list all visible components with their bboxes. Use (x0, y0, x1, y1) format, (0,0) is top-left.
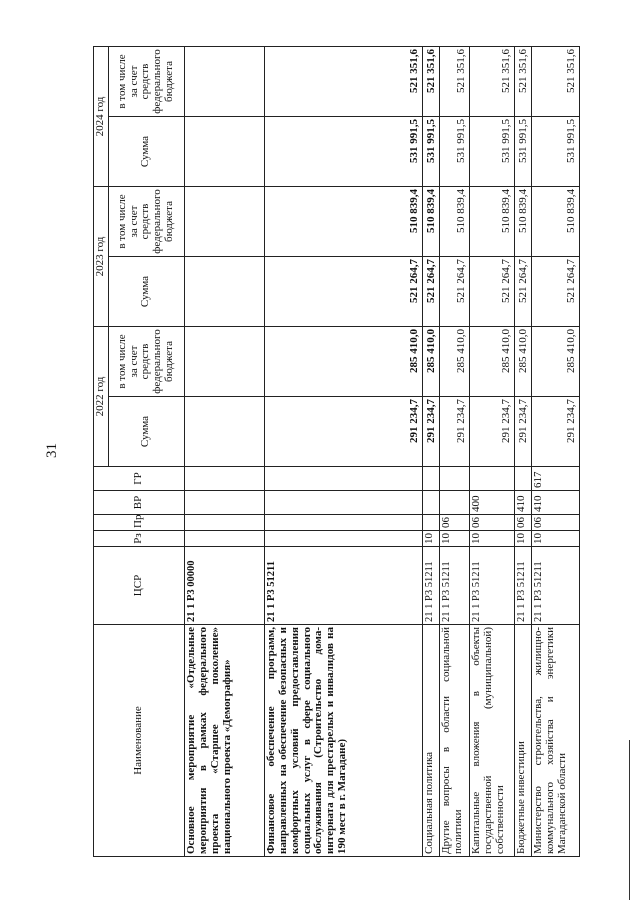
row-rz: 10 (514, 531, 531, 547)
row-pr (264, 515, 422, 531)
header-csr: ЦСР (94, 547, 185, 625)
row-sum-2023 (184, 257, 264, 327)
row-sum-2023: 521 264,7 (439, 257, 469, 327)
row-gr (422, 467, 439, 491)
table-row (469, 47, 514, 857)
row-sum-2024: 531 991,5 (531, 117, 579, 187)
row-fed-2022: 285 410,0 (439, 327, 469, 397)
row-rz: 10 (469, 531, 514, 547)
row-pr: 06 (514, 515, 531, 531)
row-fed-2023: 510 839,4 (264, 187, 422, 257)
row-vr (184, 491, 264, 515)
row-fed-2024: 521 351,6 (469, 47, 514, 117)
row-csr: 21 1 P3 51211 (264, 547, 422, 625)
row-name: Другие вопросы в области социальной политики (439, 625, 469, 857)
table-row (264, 47, 422, 857)
row-fed-2024: 521 351,6 (514, 47, 531, 117)
row-pr (184, 515, 264, 531)
row-csr: 21 1 P3 00000 (184, 547, 264, 625)
row-gr (264, 467, 422, 491)
row-gr (439, 467, 469, 491)
row-name: Социальная политика (422, 625, 439, 857)
page-edge-line (629, 740, 630, 900)
table-row (422, 47, 439, 857)
row-fed-2023 (184, 187, 264, 257)
budget-table (93, 46, 580, 857)
row-fed-2024: 521 351,6 (422, 47, 439, 117)
table-row (184, 47, 264, 857)
row-sum-2022 (184, 397, 264, 467)
row-gr (184, 467, 264, 491)
row-vr: 410 (514, 491, 531, 515)
table-row (439, 47, 469, 857)
row-csr: 21 1 P3 51211 (439, 547, 469, 625)
row-fed-2022 (184, 327, 264, 397)
row-gr (469, 467, 514, 491)
row-sum-2024: 531 991,5 (422, 117, 439, 187)
row-fed-2022: 285 410,0 (264, 327, 422, 397)
row-sum-2022: 291 234,7 (264, 397, 422, 467)
row-name: Основное мероприятие «Отдельные мероприятия в рамках федерального проекта «Старшее поколение» национального проекта «Демография» (184, 625, 264, 857)
row-fed-2024: 521 351,6 (531, 47, 579, 117)
row-sum-2024: 531 991,5 (469, 117, 514, 187)
row-csr: 21 1 P3 51211 (469, 547, 514, 625)
row-sum-2022: 291 234,7 (469, 397, 514, 467)
row-sum-2022: 291 234,7 (422, 397, 439, 467)
row-pr (422, 515, 439, 531)
row-vr: 400 (469, 491, 514, 515)
row-rz (264, 531, 422, 547)
row-gr: 617 (531, 467, 579, 491)
row-fed-2023: 510 839,4 (514, 187, 531, 257)
row-name: Финансовое обеспечение программ, направленных на обеспечение безопасных и комфортных условий предоставления социальных услуг в сфере социального обслуживания (Строительство дома-интерната для престарелых и инвалидов на 190 мест в г. Магадане) (264, 625, 422, 857)
page-number: 31 (44, 443, 60, 458)
row-sum-2024: 531 991,5 (439, 117, 469, 187)
row-name: Капитальные вложения в объекты государственной (муниципальной) собственности (469, 625, 514, 857)
row-vr (264, 491, 422, 515)
header-sum-2023: Сумма (108, 257, 184, 327)
header-fed-2024: в том числе за счет средств федерального бюджета (108, 47, 184, 117)
row-csr: 21 1 P3 51211 (531, 547, 579, 625)
table-row (531, 47, 579, 857)
header-year-2022: 2022 год (94, 327, 109, 467)
row-fed-2022: 285 410,0 (469, 327, 514, 397)
row-fed-2023: 510 839,4 (439, 187, 469, 257)
row-vr (439, 491, 469, 515)
row-fed-2024: 521 351,6 (264, 47, 422, 117)
row-rz: 10 (422, 531, 439, 547)
row-sum-2022: 291 234,7 (439, 397, 469, 467)
row-fed-2023: 510 839,4 (422, 187, 439, 257)
row-name: Министерство строительства, жилищно-коммунального хозяйства и энергетики Магаданской области (531, 625, 579, 857)
row-fed-2023: 510 839,4 (469, 187, 514, 257)
row-fed-2023: 510 839,4 (531, 187, 579, 257)
header-fed-2022: в том числе за счет средств федерального бюджета (108, 327, 184, 397)
row-fed-2024 (184, 47, 264, 117)
row-sum-2024: 531 991,5 (264, 117, 422, 187)
header-name: Наименование (94, 625, 185, 857)
row-pr: 06 (469, 515, 514, 531)
row-sum-2022: 291 234,7 (514, 397, 531, 467)
row-sum-2023: 521 264,7 (514, 257, 531, 327)
row-pr: 06 (439, 515, 469, 531)
row-csr: 21 1 P3 51211 (422, 547, 439, 625)
header-year-2024: 2024 год (94, 47, 109, 187)
row-csr: 21 1 P3 51211 (514, 547, 531, 625)
row-vr (422, 491, 439, 515)
row-rz: 10 (439, 531, 469, 547)
row-rz: 10 (531, 531, 579, 547)
row-sum-2023: 521 264,7 (264, 257, 422, 327)
rotated-table-wrapper (93, 47, 578, 857)
row-sum-2024 (184, 117, 264, 187)
row-sum-2023: 521 264,7 (531, 257, 579, 327)
row-fed-2022: 285 410,0 (514, 327, 531, 397)
row-sum-2022: 291 234,7 (531, 397, 579, 467)
row-pr: 06 (531, 515, 579, 531)
table-row (514, 47, 531, 857)
row-name: Бюджетные инвестиции (514, 625, 531, 857)
row-vr: 410 (531, 491, 579, 515)
header-fed-2023: в том числе за счет средств федерального бюджета (108, 187, 184, 257)
row-fed-2024: 521 351,6 (439, 47, 469, 117)
header-year-2023: 2023 год (94, 187, 109, 327)
row-rz (184, 531, 264, 547)
header-sum-2024: Сумма (108, 117, 184, 187)
header-sum-2022: Сумма (108, 397, 184, 467)
header-rz: Рз (94, 531, 185, 547)
header-gr: ГР (94, 467, 185, 491)
row-fed-2022: 285 410,0 (531, 327, 579, 397)
header-pr: Пр (94, 515, 185, 531)
header-vr: ВР (94, 491, 185, 515)
row-gr (514, 467, 531, 491)
row-fed-2022: 285 410,0 (422, 327, 439, 397)
row-sum-2024: 531 991,5 (514, 117, 531, 187)
row-sum-2023: 521 264,7 (422, 257, 439, 327)
row-sum-2023: 521 264,7 (469, 257, 514, 327)
